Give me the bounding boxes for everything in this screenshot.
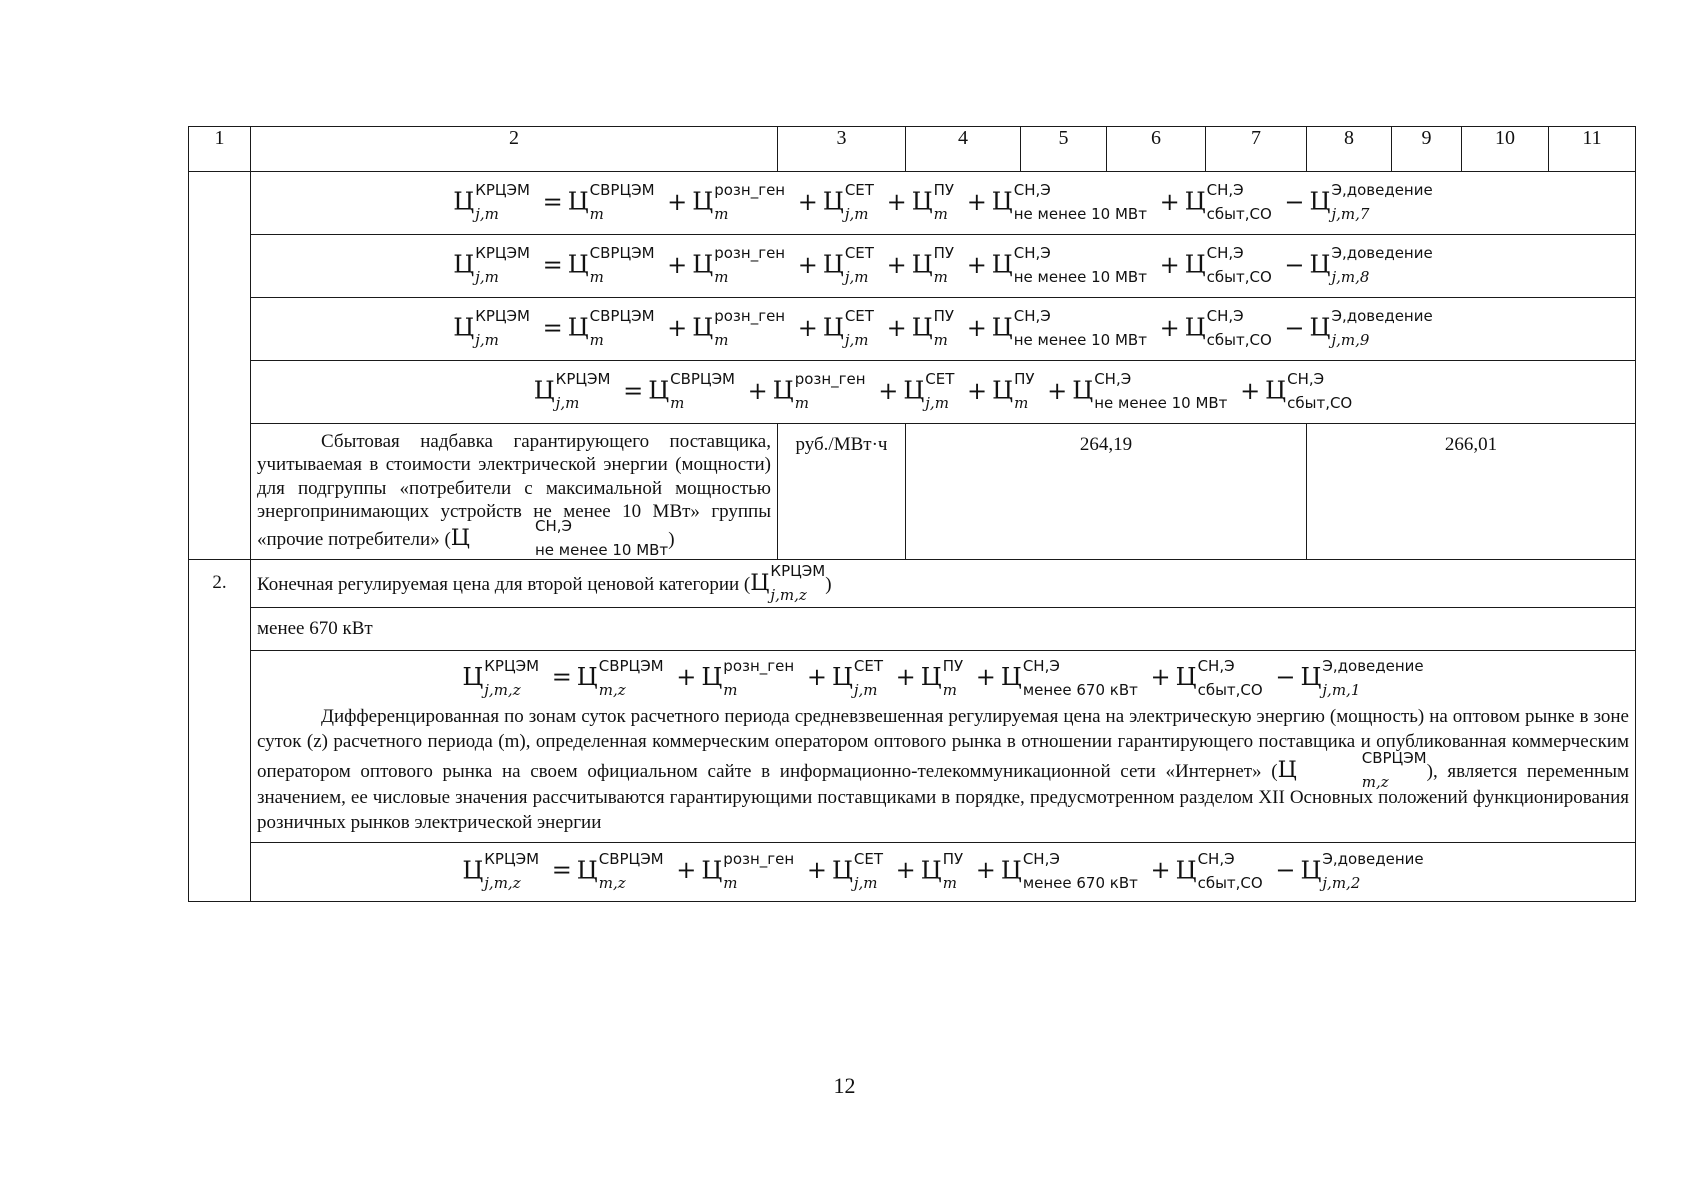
formula-row <box>189 298 1636 361</box>
formula-price-10: Ц КРЦЭМ j,m = Ц СВРЦЭМ m + Ц розн_ген m + Ц СЕТ j,m + Ц ПУ m + Ц СН,Э не менее 10 МВт + Ц СН,Э сбыт,СО <box>251 361 1636 424</box>
col-header: 9 <box>1392 127 1462 172</box>
col-header: 5 <box>1021 127 1107 172</box>
value-cell-first-half: 264,19 <box>906 424 1307 560</box>
col-header: 11 <box>1549 127 1636 172</box>
section-title: Конечная регулируемая цена для второй ценовой категории (Ц КРЦЭМ j,m,z ) <box>251 559 1636 608</box>
formula-zone-2: Ц КРЦЭМ j,m,z = Ц СВРЦЭМ m,z + Ц розн_ген m + Ц СЕТ j,m + Ц ПУ m + Ц СН,Э менее 670 кВт + Ц СН,Э сбыт,СО − Ц Э,доведение j,m,2 <box>251 842 1636 901</box>
formula-row <box>189 361 1636 424</box>
subgroup-label: менее 670 кВт <box>251 608 1636 651</box>
col-header: 1 <box>189 127 251 172</box>
col-header: 10 <box>1462 127 1549 172</box>
formula-price-9: Ц КРЦЭМ j,m = Ц СВРЦЭМ m + Ц розн_ген m + Ц СЕТ j,m + Ц ПУ m + Ц СН,Э не менее 10 МВт + Ц СН,Э сбыт,СО − Ц Э,доведение j,m,9 <box>251 298 1636 361</box>
formula-price-8: Ц КРЦЭМ j,m = Ц СВРЦЭМ m + Ц розн_ген m + Ц СЕТ j,m + Ц ПУ m + Ц СН,Э не менее 10 МВт + Ц СН,Э сбыт,СО − Ц Э,доведение j,m,8 <box>251 235 1636 298</box>
value-cell-second-half: 266,01 <box>1307 424 1636 560</box>
col-header: 6 <box>1107 127 1206 172</box>
markup-row <box>189 424 1636 560</box>
formula-paragraph-row <box>189 651 1636 842</box>
col-header: 2 <box>251 127 778 172</box>
formula-row <box>189 842 1636 901</box>
col-header: 4 <box>906 127 1021 172</box>
formula-zone-1: Ц КРЦЭМ j,m,z = Ц СВРЦЭМ m,z + Ц розн_ген m + Ц СЕТ j,m + Ц ПУ m + Ц СН,Э менее 670 кВт + Ц СН,Э сбыт,СО − Ц Э,доведение j,m,1 <box>462 657 1424 699</box>
definition-paragraph: Дифференцированная по зонам суток расчетного периода средневзвешенная регулируемая цена на электрическую энергию (мощность) на оптовом рынке в зоне суток (z) расчетного периода (m), определенная коммерческим оператором оптового рынка в отношении гарантирующего поставщика и опубликованная коммерческим оператором оптового рынка на своем официальном сайте в информационно-телекоммуникационной сети «Интернет» (Ц СВРЦЭМ m,z ), является переменным значением, ее числовые значения рассчитываются гарантирующими поставщиками в порядке, предусмотренном разделом XII Основных положений функционирования розничных рынков электрической энергии <box>257 706 1629 833</box>
formula-price-7: Ц КРЦЭМ j,m = Ц СВРЦЭМ m + Ц розн_ген m + Ц СЕТ j,m + Ц ПУ m + Ц СН,Э не менее 10 МВт + Ц СН,Э сбыт,СО − Ц Э,доведение j,m,7 <box>251 172 1636 235</box>
section-number: 2. <box>189 559 251 901</box>
unit-cell: руб./МВт·ч <box>778 424 906 560</box>
column-number-row <box>189 127 1636 172</box>
subgroup-row <box>189 608 1636 651</box>
price-symbol: Ц <box>453 187 475 216</box>
col-header: 3 <box>778 127 906 172</box>
page-number: 12 <box>833 1073 856 1098</box>
formula-row <box>189 235 1636 298</box>
col-header: 7 <box>1206 127 1307 172</box>
row-number-cell-empty <box>189 172 251 560</box>
tariff-table <box>188 126 1636 902</box>
section-2-title-row <box>189 559 1636 608</box>
markup-description: Сбытовая надбавка гарантирующего поставщика, учитываемая в стоимости электрической энергии (мощности) для подгруппы «потребители с максимальной мощностью энергопринимающих устройств не менее 10 МВт» группы «прочие потребители» (Ц СН,Э не менее 10 МВт ) <box>251 424 778 560</box>
formula-row <box>189 172 1636 235</box>
col-header: 8 <box>1307 127 1392 172</box>
formula-and-paragraph <box>251 651 1636 842</box>
